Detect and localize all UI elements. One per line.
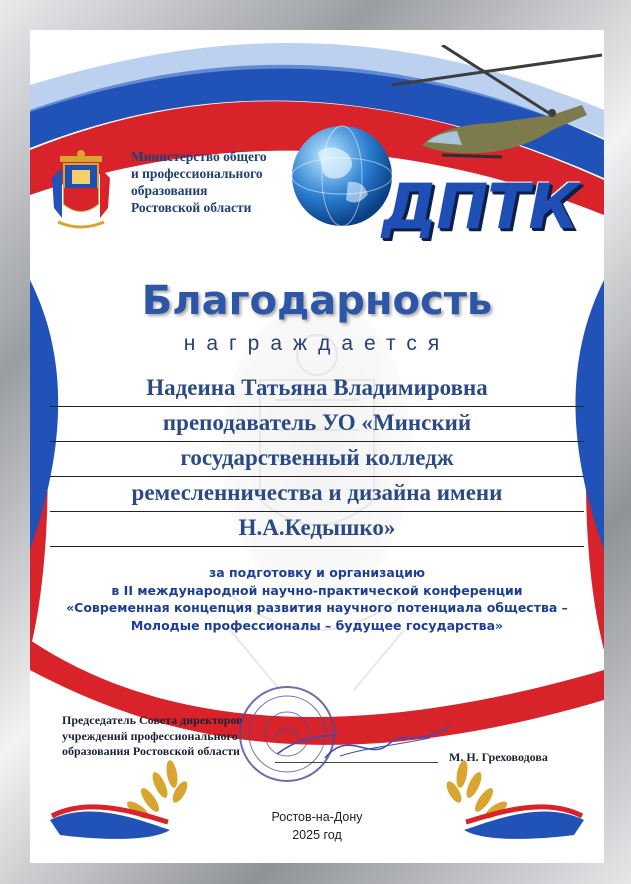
recipient-line — [50, 477, 584, 512]
recipient-line — [50, 512, 584, 547]
year: 2025 год — [292, 828, 342, 842]
reason-line: Молодые профессионалы – будущее государства» — [130, 617, 504, 633]
signatory-name: М. Н. Греховодова — [449, 750, 548, 764]
certificate-sheet — [30, 30, 604, 863]
reason-line: за подготовку и организацию — [208, 565, 426, 580]
place-date — [30, 808, 604, 844]
recipient-text: Н.А.Кедышко» — [238, 515, 396, 540]
recipient-line — [50, 407, 584, 442]
reason-line: в II международной научно-практической конференции — [111, 582, 523, 598]
recipient-block — [50, 372, 584, 547]
signature-scribble — [320, 718, 460, 768]
ministry-name — [131, 148, 301, 216]
recipient-text: ремесленничества и дизайна имени — [131, 480, 503, 505]
place: Ростов-на-Дону — [271, 810, 363, 824]
reason-block — [30, 564, 604, 634]
signatory-position — [62, 713, 243, 760]
signatory-position-line: образования Ростовской области — [62, 744, 240, 758]
reason-line: «Современная концепция развития научного потенциала общества – — [66, 600, 568, 615]
globe-icon — [288, 122, 396, 230]
ministry-line: Министерство общего — [131, 149, 267, 164]
recipient-text: Надеина Татьяна Владимировна — [146, 375, 488, 400]
recipient-text: преподаватель УО «Минский — [162, 410, 472, 435]
logo-text: ДПТК — [382, 170, 579, 243]
ministry-line: образования — [131, 183, 208, 198]
ministry-line: Ростовской области — [131, 200, 252, 215]
recipient-text: государственный колледж — [180, 445, 454, 470]
awarded-label: награждается — [183, 332, 451, 355]
recipient-line — [50, 442, 584, 477]
helicopter-icon — [382, 45, 604, 190]
signatory-position-line: Председатель Совета директоров — [62, 713, 243, 727]
page-title: Благодарность — [141, 278, 493, 324]
recipient-line — [50, 372, 584, 407]
ministry-line: и профессионального — [131, 166, 263, 181]
signatory-position-line: учреждений профессионального — [62, 728, 238, 743]
coat-of-arms-icon — [50, 148, 112, 232]
